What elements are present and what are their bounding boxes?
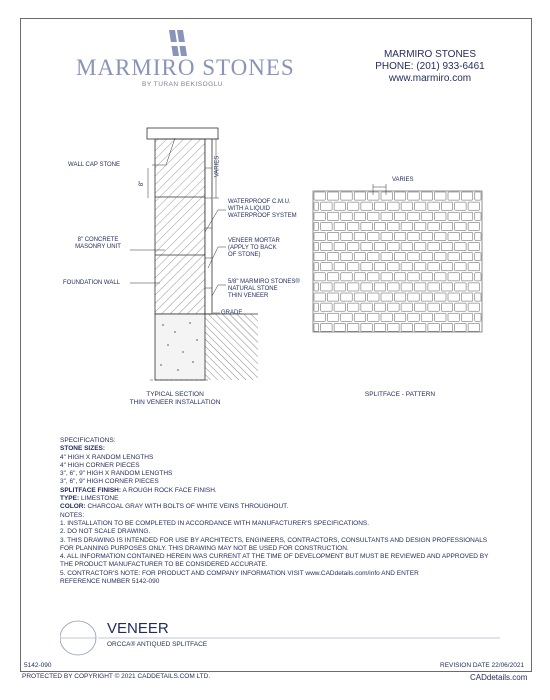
label-waterproof: WATERPROOF C.M.U. WITH A LIQUID WATERPROOF SYSTEM [228, 199, 297, 219]
note-item: 5. CONTRACTOR'S NOTE: FOR PRODUCT AND COMPANY INFORMATION VISIT www.CADdetails.com/info AND ENTER [60, 569, 419, 577]
revision-date: REVISION DATE 22/06/2021 [440, 662, 525, 669]
type-value: LIMESTONE [79, 495, 119, 503]
notes-heading: NOTES: [60, 511, 85, 519]
logo-byline: BY TURAN BEKISOGLU [142, 81, 224, 88]
size-item: 4" HIGH X RANDOM LENGTHS [60, 453, 154, 461]
note-item: REFERENCE NUMBER 5142-090 [60, 578, 160, 586]
note-item: 1. INSTALLATION TO BE COMPLETED IN ACCORDANCE WITH MANUFACTURER'S SPECIFICATIONS. [60, 519, 370, 527]
note-item: THE PRODUCT MANUFACTURER TO BE CONSIDERED ACCURATE. [60, 561, 268, 569]
label-mortar: VENEER MORTAR (APPLY TO BACK OF STONE) [228, 238, 280, 258]
color-value: CHARCOAL GRAY WITH BOLTS OF WHITE VEINS THROUGHOUT. [85, 503, 289, 511]
foundation-wall [155, 314, 205, 380]
finish-label: SPLITFACE FINISH: [60, 486, 122, 494]
company-name: MARMIRO STONES [383, 49, 477, 60]
pattern-caption: SPLITFACE - PATTERN [364, 391, 436, 398]
note-item: FOR PLANNING PURPOSES ONLY. THIS DRAWING MAY NOT BE USED FOR CONSTRUCTION. [60, 544, 349, 552]
type-label: TYPE: [60, 495, 80, 503]
label-stone: 5/8" MARMIRO STONES® NATURAL STONE THIN VENEER [228, 279, 300, 299]
size-item: 3", 6", 9" HIGH X RANDOM LENGTHS [60, 470, 173, 478]
label-dim-8in: 8" [139, 180, 146, 187]
note-item: 4. ALL INFORMATION CONTAINED HEREIN WAS CURRENT AT THE TIME OF DEVELOPMENT BUT MUST BE REVIEWED AND APPROVED BY [60, 553, 489, 561]
stone-sizes-label: STONE SIZES: [60, 445, 106, 453]
label-grade: GRADE [221, 310, 243, 316]
brand-footer[interactable]: CADdetails.com [470, 673, 528, 682]
reference-number: 5142-090 [24, 662, 52, 669]
label-varies-pattern: VARIES [392, 177, 414, 183]
ground-soil [205, 314, 258, 380]
specifications-block [60, 437, 488, 586]
label-cmu: 8" CONCRETE MASONRY UNIT [75, 237, 121, 250]
spec-heading: SPECIFICATIONS: [60, 437, 116, 444]
company-phone: PHONE: (201) 933-6461 [375, 61, 485, 72]
label-varies-section: VARIES [214, 155, 221, 178]
size-item: 3", 6", 9" HIGH CORNER PIECES [60, 478, 159, 486]
note-item: 2. DO NOT SCALE DRAWING. [60, 528, 151, 536]
label-wall-cap: WALL CAP STONE [68, 162, 121, 168]
drawing-subtitle: ORCCA® ANTIQUED SPLITFACE [107, 641, 208, 648]
splitface-pattern [313, 191, 482, 332]
label-foundation: FOUNDATION WALL [63, 280, 121, 286]
color-label: COLOR: [60, 503, 86, 511]
copyright: PROTECTED BY COPYRIGHT © 2021 CADDETAILS.COM LTD. [22, 673, 211, 680]
wall-cap-stone [147, 128, 218, 139]
drawing-title: VENEER [107, 620, 169, 637]
note-item: 3. THIS DRAWING IS INTENDED FOR USE BY ARCHITECTS, ENGINEERS, CONTRACTORS, CONSULTANTS AND DESIGN PROFESSIONALS [60, 536, 488, 544]
company-website[interactable]: www.marmiro.com [388, 73, 472, 84]
section-caption: TYPICAL SECTION THIN VENEER INSTALLATION [129, 391, 221, 406]
finish-value: A ROUGH ROCK FACE FINISH. [121, 486, 217, 494]
logo-wordmark: MARMIRO STONES [76, 55, 295, 80]
size-item: 4" HIGH CORNER PIECES [60, 461, 140, 469]
